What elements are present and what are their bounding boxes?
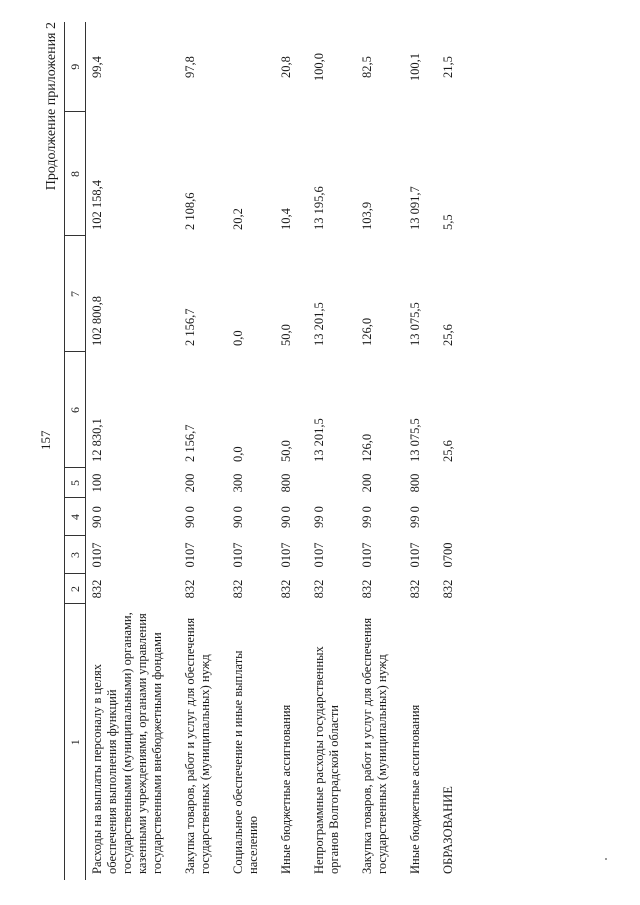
cell-col8: 10,4 (279, 208, 293, 230)
column-header: 5 (65, 468, 86, 498)
cell-col9: 100,1 (408, 52, 422, 82)
cell-section: 0107 (312, 542, 326, 568)
row-name: Иные бюджетные ассигнования (408, 704, 422, 874)
cell-col6: 126,0 (360, 433, 374, 462)
table-row (308, 22, 356, 880)
cell-section: 0107 (408, 542, 422, 568)
cell-col9 (227, 22, 275, 112)
cell-expense-type: 800 (408, 473, 422, 493)
row-name: Закупка товаров, работ и услуг для обеспечения государственных (муниципальных) нужд (360, 617, 389, 874)
table-row (227, 22, 275, 880)
row-name: Социальное обеспечение и иные выплаты населению (231, 650, 260, 874)
cell-section: 0107 (231, 542, 245, 568)
cell-target (437, 498, 470, 536)
cell-ministry: 832 (279, 579, 293, 599)
column-header: 7 (65, 236, 86, 352)
column-number-row (65, 22, 86, 880)
table-row (179, 22, 227, 880)
table-row (356, 22, 404, 880)
cell-col8: 2 108,6 (183, 192, 197, 230)
cell-col7: 13 201,5 (312, 302, 326, 346)
cell-col9: 97,8 (183, 56, 197, 78)
cell-ministry: 832 (408, 579, 422, 599)
cell-section: 0107 (90, 542, 104, 568)
cell-col7: 126,0 (360, 317, 374, 346)
cell-expense-type: 200 (360, 473, 374, 493)
row-name: Непрограммные расходы государственных органов Волгоградской области (312, 646, 341, 874)
cell-col7: 102 800,8 (90, 296, 104, 346)
cell-col6: 13 075,5 (408, 418, 422, 462)
cell-col8: 103,9 (360, 201, 374, 230)
cell-expense-type (308, 468, 356, 498)
cell-col6: 13 201,5 (312, 418, 326, 462)
cell-target: 90 0 (183, 506, 197, 528)
cell-expense-type (437, 468, 470, 498)
cell-col6: 25,6 (441, 440, 455, 462)
cell-col6: 2 156,7 (183, 424, 197, 462)
cell-section: 0107 (360, 542, 374, 568)
column-header: 8 (65, 112, 86, 236)
cell-expense-type: 800 (279, 473, 293, 493)
cell-col9: 20,8 (279, 56, 293, 78)
cell-col8: 102 158,4 (90, 180, 104, 230)
cell-section: 0107 (183, 542, 197, 568)
rotated-page (20, 20, 620, 880)
column-header: 4 (65, 498, 86, 536)
scan-dot (605, 858, 607, 860)
column-header: 6 (65, 352, 86, 468)
cell-col6: 0,0 (231, 446, 245, 462)
table-row (404, 22, 437, 880)
row-name: ОБРАЗОВАНИЕ (441, 786, 455, 874)
row-name: Иные бюджетные ассигнования (279, 704, 293, 874)
table-row (275, 22, 308, 880)
table-row (437, 22, 470, 880)
cell-col8: 20,2 (231, 208, 245, 230)
page-number: 157 (38, 430, 53, 450)
cell-col6: 50,0 (279, 440, 293, 462)
cell-expense-type: 100 (90, 473, 104, 493)
cell-expense-type: 300 (231, 473, 245, 493)
column-header: 1 (65, 604, 86, 880)
column-header: 9 (65, 22, 86, 112)
cell-target: 90 0 (231, 506, 245, 528)
cell-col6: 12 830,1 (90, 418, 104, 462)
cell-col9: 100,0 (312, 52, 326, 82)
cell-ministry: 832 (90, 579, 104, 599)
cell-target: 90 0 (90, 506, 104, 528)
cell-section: 0700 (441, 542, 455, 568)
cell-col9: 82,5 (360, 56, 374, 78)
cell-col7: 0,0 (231, 330, 245, 346)
cell-target: 90 0 (279, 506, 293, 528)
cell-col8: 13 091,7 (408, 186, 422, 230)
cell-expense-type: 200 (183, 473, 197, 493)
cell-target: 99 0 (312, 506, 326, 528)
cell-ministry: 832 (183, 579, 197, 599)
cell-ministry: 832 (231, 579, 245, 599)
row-name: Закупка товаров, работ и услуг для обеспечения государственных (муниципальных) нужд (183, 617, 212, 874)
row-name: Расходы на выплаты персоналу в целях обеспечения выполнения функций государственными (муниципальными) органами, казенными учреждениями, органами управления государственными внебюджетными фондами (90, 612, 164, 874)
budget-table (64, 22, 470, 880)
cell-col7: 50,0 (279, 324, 293, 346)
appendix-label: Продолжение приложения 2 (44, 22, 59, 191)
cell-ministry: 832 (441, 579, 455, 599)
table-row (86, 22, 180, 880)
cell-section: 0107 (279, 542, 293, 568)
cell-col8: 5,5 (441, 214, 455, 230)
cell-col7: 25,6 (441, 324, 455, 346)
cell-col7: 13 075,5 (408, 302, 422, 346)
column-header: 3 (65, 536, 86, 574)
column-header: 2 (65, 574, 86, 604)
cell-target: 99 0 (408, 506, 422, 528)
cell-col9: 21,5 (441, 56, 455, 78)
cell-col7: 2 156,7 (183, 308, 197, 346)
cell-col8: 13 195,6 (312, 186, 326, 230)
cell-target: 99 0 (360, 506, 374, 528)
cell-ministry: 832 (312, 579, 326, 599)
cell-col9: 99,4 (90, 56, 104, 78)
cell-ministry: 832 (360, 579, 374, 599)
